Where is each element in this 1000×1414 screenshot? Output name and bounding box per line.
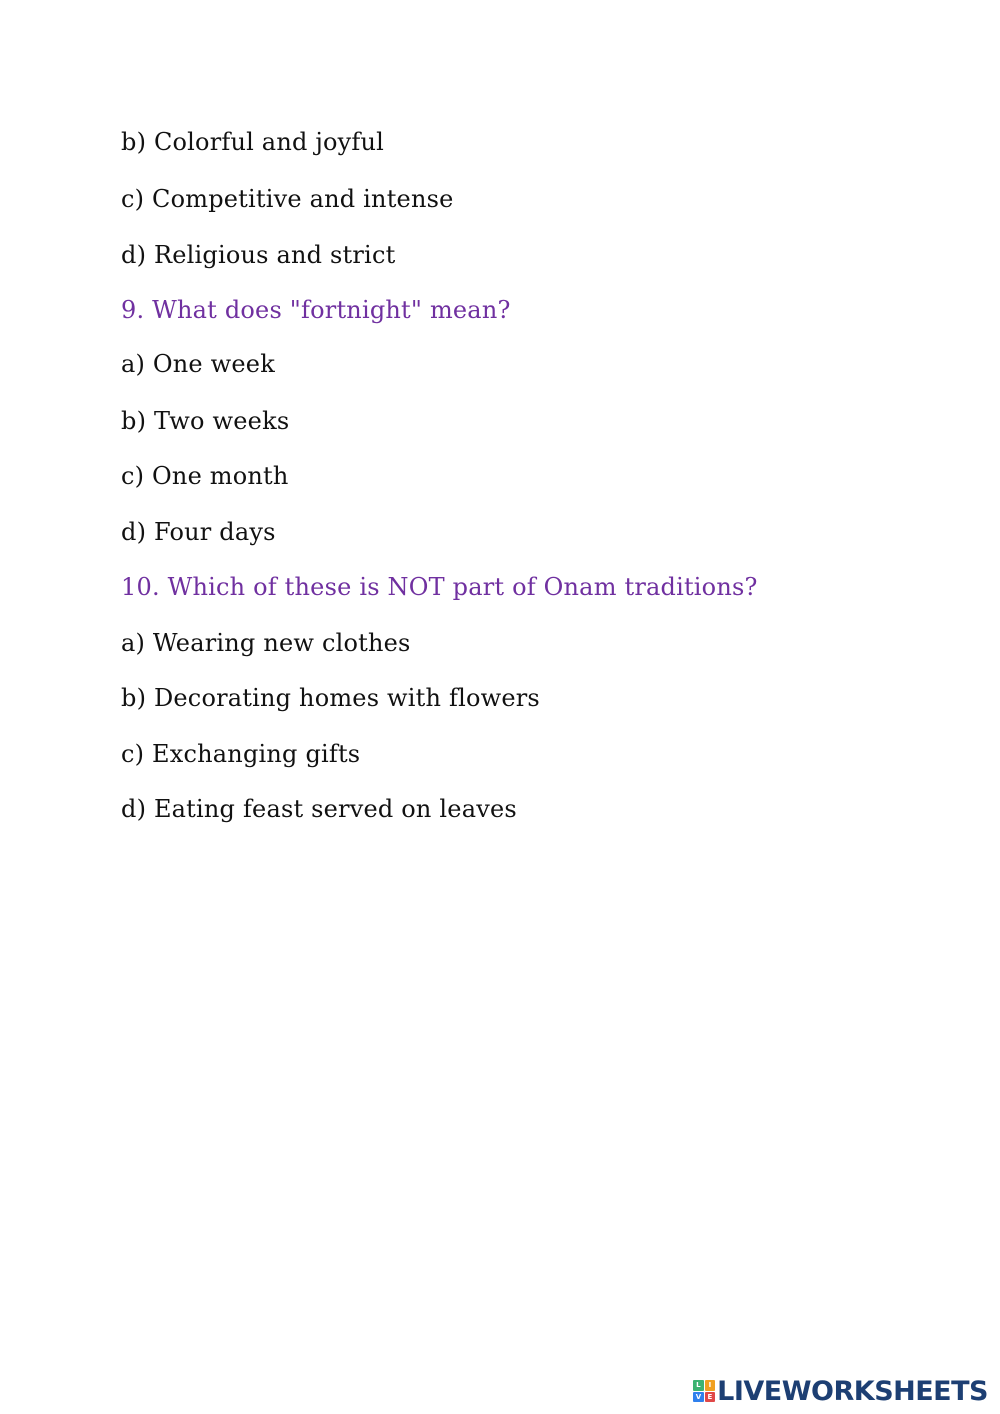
question-10-text: 10. Which of these is NOT part of Onam traditions?: [121, 573, 758, 601]
option-line: a) One week: [121, 350, 275, 378]
option-line: b) Decorating homes with flowers: [121, 684, 540, 712]
option-line: c) One month: [121, 462, 289, 490]
question-9-text: 9. What does "fortnight" mean?: [121, 296, 511, 324]
liveworksheets-brand: [693, 1376, 988, 1406]
option-line: d) Four days: [121, 518, 276, 546]
option-line: b) Colorful and joyful: [121, 128, 385, 156]
option-line: c) Competitive and intense: [121, 185, 454, 213]
option-line: b) Two weeks: [121, 407, 290, 435]
option-line: c) Exchanging gifts: [121, 740, 361, 768]
brand-wordmark: LIVEWORKSHEETS: [717, 1375, 988, 1407]
logo-cell-l: L: [693, 1380, 704, 1391]
logo-cell-i: I: [705, 1380, 716, 1391]
logo-cell-v: V: [693, 1392, 704, 1403]
logo-cell-e: E: [705, 1392, 716, 1403]
liveworksheets-logo-icon: [693, 1380, 715, 1402]
option-line: d) Eating feast served on leaves: [121, 795, 517, 823]
option-line: d) Religious and strict: [121, 241, 396, 269]
option-line: a) Wearing new clothes: [121, 629, 411, 657]
